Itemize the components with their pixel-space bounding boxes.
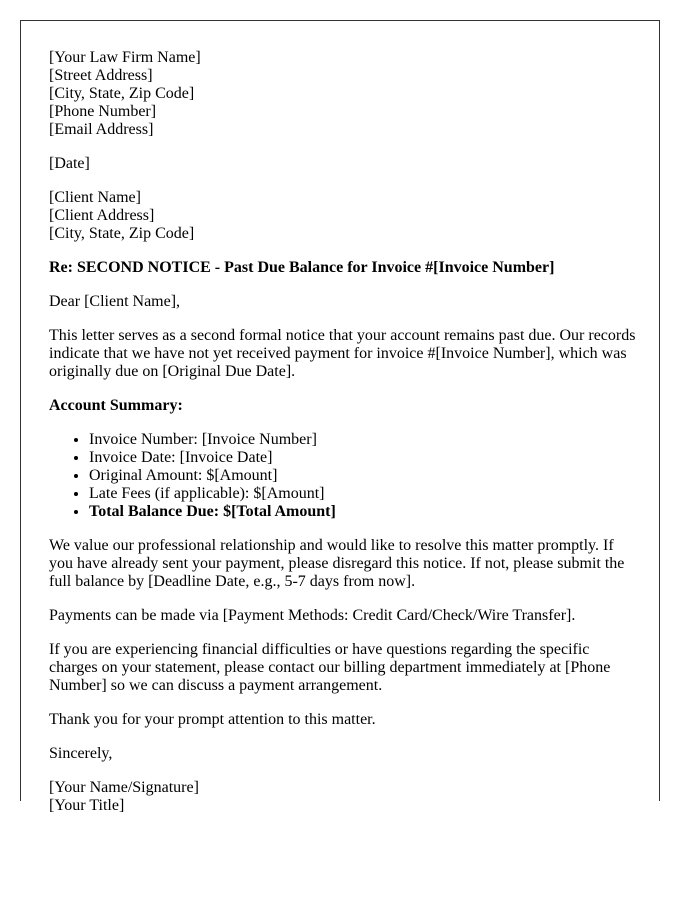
signature-title: [Your Title] <box>49 797 125 814</box>
sender-street: [Street Address] <box>49 67 153 84</box>
summary-item-invoice-date: • Invoice Date: [Invoice Date] <box>89 449 639 467</box>
recipient-address-line: [Client Address] <box>49 207 155 224</box>
recipient-city: [City, State, Zip Code] <box>49 225 195 242</box>
sender-phone: [Phone Number] <box>49 103 157 120</box>
payments-paragraph: Payments can be made via [Payment Methods: Credit Card/Check/Wire Transfer]. <box>49 607 576 624</box>
sender-email: [Email Address] <box>49 121 154 138</box>
signature-name: [Your Name/Signature] <box>49 779 199 796</box>
signature-block <box>49 779 639 815</box>
sender-firm: [Your Law Firm Name] <box>49 49 201 66</box>
recipient-name: [Client Name] <box>49 189 141 206</box>
recipient-address <box>49 189 639 243</box>
intro-paragraph: This letter serves as a second formal notice that your account remains past due. Our records indicate that we have not yet received payment for invoice #[Invoice Number], which was originally due on [Original Due Date]. <box>49 327 636 380</box>
difficulties-paragraph: If you are experiencing financial difficulties or have questions regarding the specific charges on your statement, please contact our billing department immediately at [Phone Number] so we can discuss a payment arrangement. <box>49 641 611 694</box>
summary-heading: Account Summary: <box>49 397 183 414</box>
closing: Sincerely, <box>49 745 113 762</box>
relationship-paragraph: We value our professional relationship and would like to resolve this matter promptly. If you have already sent your payment, please disregard this notice. If not, please submit the full balance by [Deadline Date, e.g., 5-7 days from now]. <box>49 537 625 590</box>
summary-item-total: • Total Balance Due: $[Total Amount] <box>89 503 639 521</box>
subject-line: Re: SECOND NOTICE - Past Due Balance for Invoice #[Invoice Number] <box>49 259 555 276</box>
letter-page <box>20 20 660 814</box>
summary-item-original-amount: • Original Amount: $[Amount] <box>89 467 639 485</box>
sender-city: [City, State, Zip Code] <box>49 85 195 102</box>
letter-date: [Date] <box>49 155 90 172</box>
account-summary-list <box>49 431 639 521</box>
sender-address <box>49 49 639 139</box>
summary-item-invoice-number: • Invoice Number: [Invoice Number] <box>89 431 639 449</box>
thanks-paragraph: Thank you for your prompt attention to this matter. <box>49 711 376 728</box>
salutation: Dear [Client Name], <box>49 293 181 310</box>
letter-body <box>49 49 639 831</box>
summary-item-late-fees: • Late Fees (if applicable): $[Amount] <box>89 485 639 503</box>
